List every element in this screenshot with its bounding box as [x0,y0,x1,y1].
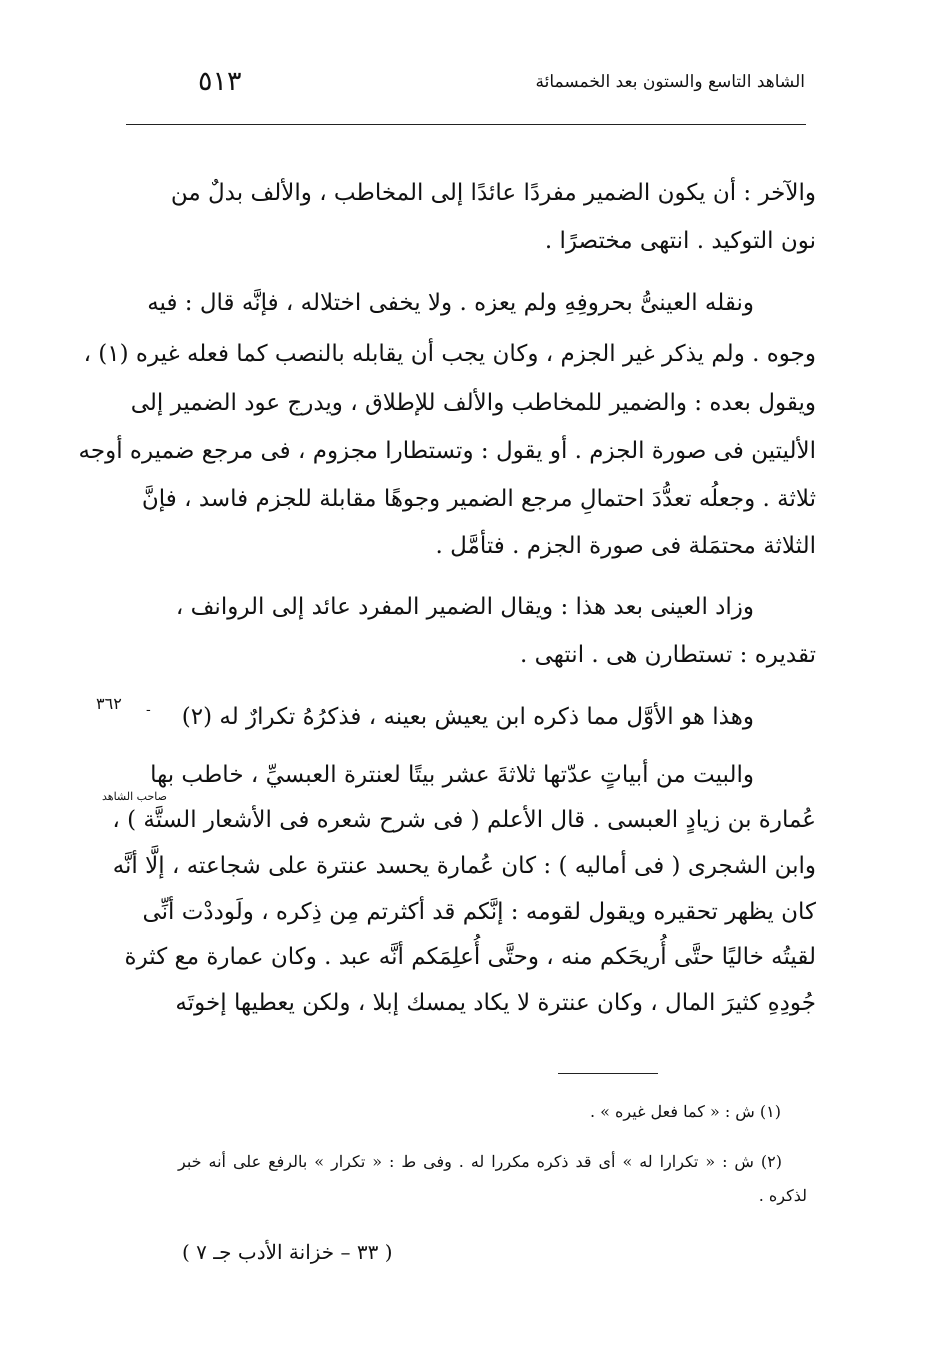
body-line-3: ونقله العينىُّ بحروفِهِ ولم يعزه . ولا يخفى اختلاله ، فإنَّه قال : فيه [147,290,754,316]
body-line-11: وهذا هو الأوَّل مما ذكره ابن يعيش بعينه ، فذكرُهُ تكرارٌ له (٢) [181,704,754,730]
body-line-4: وجوه . ولم يذكر غير الجزم ، وكان يجب أن يقابله بالنصب كما فعله غيره (١) ، [83,341,816,367]
header-rule [126,124,806,125]
footnote-2-line-1: (٢) ش : « تكرارا له » أى قد ذكره مكررا له . وفى ط : « تكرار » بالرفع على أنه خبر [178,1152,782,1171]
body-line-2: نون التوكيد . انتهى مختصرًا . [544,228,816,254]
body-line-1: والآخر : أن يكون الضمير مفردًا عائدًا إلى المخاطب ، والألف بدلٌ من [170,180,816,206]
body-line-9: وزاد العينى بعد هذا : ويقال الضمير المفرد عائد إلى الروانف ، [175,594,754,620]
body-line-12: والبيت من أبياتٍ عدّتها ثلاثةَ عشر بيتًا لعنترة العبسيِّ ، خاطب بها [150,762,754,788]
body-line-8: الثلاثة محتمَلة فى صورة الجزم . فتأمَّل . [435,533,816,559]
body-line-10: تقديره : تستطارن هى . انتهى . [519,642,816,668]
margin-reference-number: ٣٦٢ [96,694,122,713]
footnote-1: (١) ش : « كما فعل غيره » . [590,1102,781,1121]
body-line-17: جُودِهِ كثيرَ المال ، وكان عنترة لا يكاد يمسك إبلا ، ولكن يعطيها إخوتَه [175,990,816,1016]
body-line-14: وابن الشجرى ( فى أماليه ) : كان عُمارة يحسد عنترة على شجاعته ، إلَّا أنَّه [112,853,816,879]
running-header: الشاهد التاسع والستون بعد الخمسمائة [535,72,805,92]
signature-line: ( ٣٣ – خزانة الأدب جـ ٧ ) [182,1240,393,1264]
body-line-7: ثلاثة . وجعلُه تعدُّدَ احتمالِ مرجع الضمير وجوهًا مقابلة للجزم فاسد ، فإنَّ [141,486,816,512]
margin-note: صاحب الشاهد [102,790,167,803]
body-line-6: الأليتين فى صورة الجزم . أو يقول : وتستطارا مجزوم ، فى مرجع ضميره أوجه [78,438,816,464]
footnote-rule [558,1073,658,1074]
margin-dot: - [146,702,151,718]
page-number: ٥١٣ [198,66,242,97]
body-line-5: ويقول بعده : والضمير للمخاطب والألف للإطلاق ، ويدرج عود الضمير إلى [130,390,816,416]
body-line-16: لقيتُه خاليًا حتَّى أُريحَكم منه ، وحتَّى أُعلِمَكم أنَّه عبد . وكان عمارة مع كثرة [124,944,816,970]
footnote-2-line-2: لذكره . [758,1186,807,1205]
body-line-15: كان يظهر تحقيره ويقول لقومه : إنَّكم قد أكثرتم مِن ذِكره ، ولَوددْت أنِّى [142,899,816,925]
body-line-13: عُمارة بن زيادٍ العبسى . قال الأعلم ( فى شرح شعره فى الأشعار الستَّة ) ، [112,807,816,833]
